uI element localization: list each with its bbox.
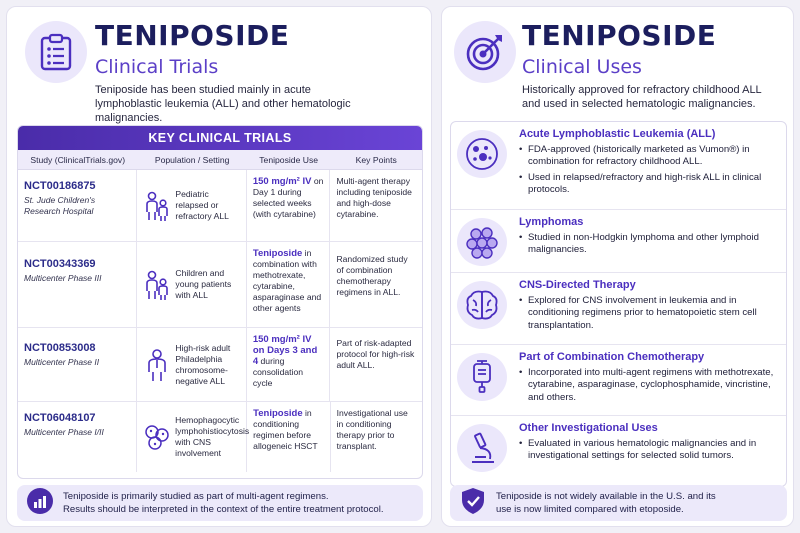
list-item — [451, 122, 786, 210]
use-title: CNS-Directed Therapy — [519, 279, 636, 291]
column-header: Population / Setting — [154, 154, 230, 165]
adult-icon — [143, 348, 171, 382]
key-points: Randomized study of combination chemotherapy regimens in ALL. — [336, 254, 408, 297]
clinical-uses-panel — [441, 6, 794, 527]
use-bullet: • FDA-approved (historically marketed as Vumon®) in combination for refractory childhood ALL. — [519, 144, 780, 169]
trial-id: NCT00186875 — [24, 180, 96, 192]
dose-strong: 150 mg/m² IV on Days 3 and 4 — [252, 334, 318, 367]
use-bullet: • Explored for CNS involvement in leukemia and in conditioning regimens prior to hematopoietic stem cell transplantation. — [519, 295, 780, 332]
table-banner: KEY CLINICAL TRIALS — [18, 126, 422, 150]
list-item — [451, 210, 786, 273]
use-title: Other Investigational Uses — [519, 422, 658, 434]
shield-check-icon — [460, 487, 486, 520]
child-pair-icon — [143, 269, 171, 301]
population-text: Children and young patients with ALL — [175, 268, 232, 300]
microscope-icon — [457, 424, 507, 472]
intro-text: Teniposide has been studied mainly in acute lymphoblastic leukemia (ALL) and other hematologic malignancies. — [95, 84, 351, 124]
table-header — [18, 150, 422, 170]
page-title: TENIPOSIDE — [522, 19, 717, 52]
use-title: Acute Lymphoblastic Leukemia (ALL) — [519, 128, 716, 140]
child-pair-icon — [143, 190, 171, 222]
note-line: Results should be interpreted in the context of the entire treatment protocol. — [63, 504, 384, 515]
trial-id: NCT00343369 — [24, 258, 96, 270]
iv-bag-icon — [457, 353, 507, 401]
table-row — [18, 402, 422, 472]
population-text: Pediatric relapsed or refractory ALL — [175, 189, 229, 221]
lymphoma-cells-icon — [457, 218, 507, 266]
use-title: Part of Combination Chemotherapy — [519, 351, 705, 363]
list-item — [451, 345, 786, 416]
key-points: Part of risk-adapted protocol for high-risk adult ALL. — [336, 338, 415, 370]
cells-icon — [143, 423, 171, 451]
column-header: Key Points — [355, 154, 397, 165]
dose-strong: Teniposide — [253, 408, 303, 419]
use-bullet: • Used in relapsed/refractory and high-risk ALL in clinical protocols. — [519, 172, 780, 197]
trials-table — [17, 125, 423, 479]
summary-note — [17, 485, 423, 521]
use-text: in conditioning regimen before allogeneic HSCT — [253, 408, 318, 451]
leukemia-cell-icon — [457, 130, 507, 178]
use-bullet: • Evaluated in various hematologic malignancies and in investigational settings for selected solid tumors. — [519, 438, 780, 463]
use-text: during consolidation cycle — [252, 356, 304, 388]
use-text: on Day 1 during selected weeks (with cytarabine) — [252, 176, 324, 219]
key-points: Investigational use in conditioning therapy prior to transplant. — [336, 408, 408, 451]
table-row — [18, 242, 422, 328]
use-bullet: • Studied in non-Hodgkin lymphoma and other lymphoid malignancies. — [519, 232, 780, 257]
brain-icon — [457, 281, 507, 329]
dose-strong: Teniposide — [252, 248, 303, 259]
column-header: Teniposide Use — [259, 154, 319, 165]
trial-site: St. Jude Children's Research Hospital — [24, 195, 96, 216]
page-subtitle: Clinical Trials — [95, 56, 219, 78]
trial-id: NCT06048107 — [24, 412, 96, 424]
population-text: Hemophagocytic lymphohistiocytosis with CNS involvement — [175, 415, 250, 458]
use-text: in combination with methotrexate, cytarabine, asparaginase and other agents — [252, 248, 322, 313]
column-header: Study (ClinicalTrials.gov) — [30, 154, 126, 165]
list-item — [451, 416, 786, 486]
key-points: Multi-agent therapy including teniposide and high-dose cytarabine. — [336, 176, 412, 219]
dose-strong: 150 mg/m² IV — [252, 176, 312, 187]
uses-list — [450, 121, 787, 487]
clipboard-icon — [25, 21, 87, 83]
page-subtitle: Clinical Uses — [522, 56, 642, 78]
table-row — [18, 170, 422, 242]
trial-site: Multicenter Phase III — [24, 273, 102, 283]
note-line: Teniposide is not widely available in the U.S. and its — [496, 491, 716, 502]
list-item — [451, 273, 786, 345]
trial-site: Multicenter Phase II — [24, 357, 100, 367]
use-title: Lymphomas — [519, 216, 584, 228]
trial-site: Multicenter Phase I/II — [24, 427, 104, 437]
table-row — [18, 328, 422, 402]
target-icon — [454, 21, 516, 83]
use-bullet: • Incorporated into multi-agent regimens with methotrexate, cytarabine, asparaginase, cyclophosphamide, vincristine, and others. — [519, 367, 780, 404]
availability-note — [450, 485, 787, 521]
clinical-trials-panel — [6, 6, 432, 527]
note-line: Teniposide is primarily studied as part of multi-agent regimens. — [63, 491, 329, 502]
population-text: High-risk adult Philadelphia chromosome-negative ALL — [175, 342, 231, 386]
note-line: use is now limited compared with etoposide. — [496, 504, 684, 515]
trial-id: NCT00853008 — [24, 342, 96, 354]
intro-text: Historically approved for refractory childhood ALL and used in selected hematologic malignancies. — [522, 84, 762, 110]
page-title: TENIPOSIDE — [95, 19, 290, 52]
bar-chart-icon — [27, 488, 53, 519]
